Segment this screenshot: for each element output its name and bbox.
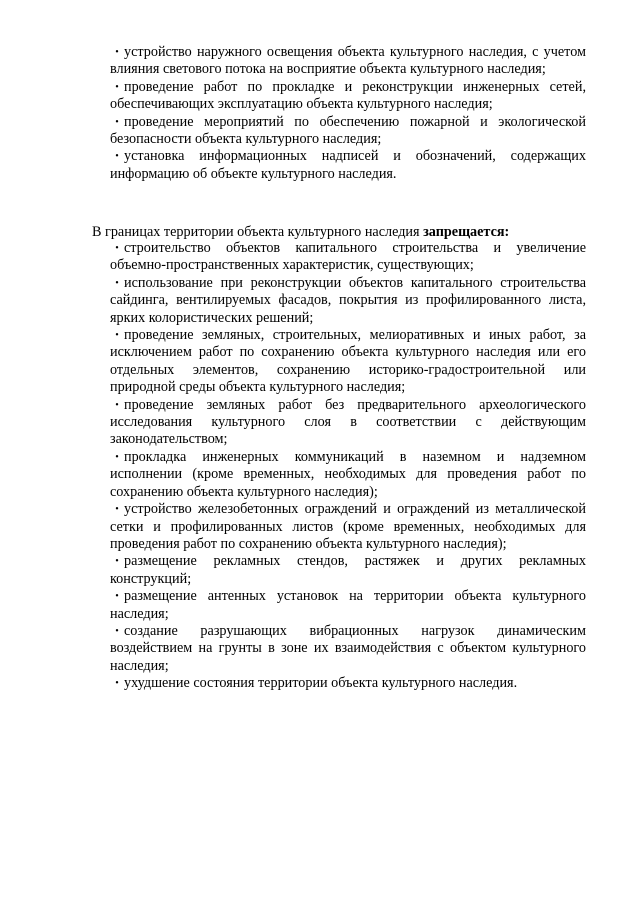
list-item <box>110 397 586 449</box>
list-item <box>110 588 586 623</box>
bullet-icon: • <box>115 678 119 690</box>
prohibited-list <box>110 240 586 693</box>
list-item <box>110 148 586 183</box>
prohibited-intro-emphasis: запрещается: <box>423 224 510 240</box>
bullet-icon: • <box>115 277 119 289</box>
bullet-icon: • <box>115 243 119 254</box>
permitted-list <box>110 44 586 183</box>
list-item-text: размещение рекламных стендов, растяжек и других рекламных конструкций; <box>110 553 586 587</box>
bullet-icon: • <box>115 81 119 93</box>
bullet-icon: • <box>115 47 119 58</box>
list-item <box>110 623 586 675</box>
list-item-text: прокладка инженерных коммуникаций в наземном и надземном исполнении (кроме временных, необходимых для проведения работ по сохранению объекта культурного наследия); <box>110 448 586 500</box>
list-item-text: установка информационных надписей и обозначений, содержащих информацию об объекте культурного наследия. <box>110 148 586 182</box>
list-item <box>110 79 586 114</box>
list-item-text: создание разрушающих вибрационных нагрузок динамическим воздействием на грунты в зоне их взаимодействия с объектом культурного наследия; <box>110 622 586 674</box>
bullet-icon: • <box>115 116 119 128</box>
bullet-icon: • <box>115 151 119 163</box>
bullet-icon: • <box>115 399 119 411</box>
list-item-text: ухудшение состояния территории объекта культурного наследия. <box>124 675 518 692</box>
list-item <box>110 44 586 79</box>
list-item <box>110 501 586 553</box>
list-item <box>110 275 586 327</box>
prohibited-intro <box>92 224 586 241</box>
list-item-text: устройство железобетонных ограждений и ограждений из металлической сетки и профилированных листов (кроме временных, необходимых для проведения работ по сохранению объекта культурного наследия); <box>110 501 586 552</box>
bullet-icon: • <box>115 556 119 568</box>
bullet-icon: • <box>115 330 119 342</box>
list-item-text: строительство объектов капитального строительства и увеличение объемно-пространственных характеристик, существующих; <box>110 240 586 274</box>
list-item <box>110 449 586 501</box>
bullet-icon: • <box>115 625 119 637</box>
list-item-text: использование при реконструкции объектов капитального строительства сайдинга, вентилируемых фасадов, покрытия из профилированного листа, ярких колористических решений; <box>110 274 586 326</box>
list-item <box>110 553 586 588</box>
list-item <box>110 114 586 149</box>
list-item-text: проведение работ по прокладке и реконструкции инженерных сетей, обеспечивающих эксплуатацию объекта культурного наследия; <box>110 78 586 113</box>
list-item <box>110 327 586 397</box>
prohibited-intro-text: В границах территории объекта культурного наследия <box>92 224 420 240</box>
bullet-icon: • <box>115 451 119 463</box>
list-item <box>110 240 586 275</box>
bullet-icon: • <box>115 504 119 516</box>
list-item-text: проведение земляных работ без предварительного археологического исследования культурного слоя в соответствии с действующим законодательством; <box>110 396 586 448</box>
list-item-text: размещение антенных установок на территории объекта культурного наследия; <box>110 588 586 622</box>
list-item-text: проведение мероприятий по обеспечению пожарной и экологической безопасности объекта культурного наследия; <box>110 113 586 148</box>
list-item-text: устройство наружного освещения объекта культурного наследия, с учетом влияния светового потока на восприятие объекта культурного наследия; <box>110 44 586 78</box>
bullet-icon: • <box>115 591 119 603</box>
list-item <box>110 675 586 692</box>
list-item-text: проведение земляных, строительных, мелиоративных и иных работ, за исключением работ по сохранению объекта культурного наследия или его отдельных элементов, сохранению историко-градостроительной или природной среды объекта культурного наследия; <box>110 327 586 396</box>
